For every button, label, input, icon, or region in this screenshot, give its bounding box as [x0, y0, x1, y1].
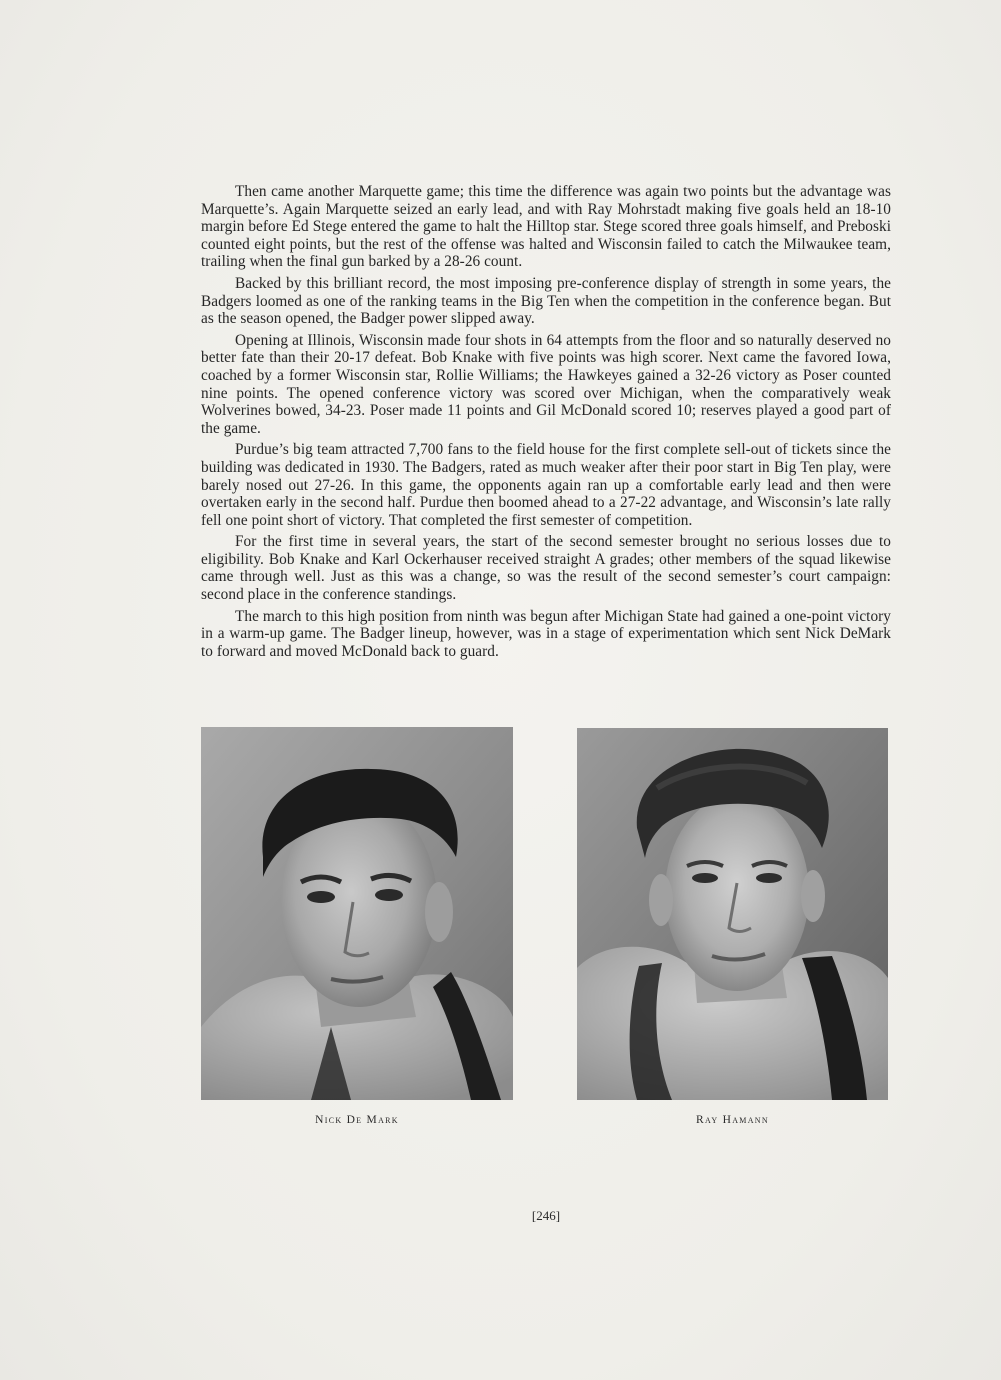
photo-caption-right: Ray Hamann	[696, 1114, 769, 1126]
paragraph-2: Backed by this brilliant record, the most imposing pre-conference display of strength in some years, the Badgers loomed as one of the ranking teams in the Big Ten when the competition in the conference began. But as the season opened, the Badger power slipped away.	[201, 274, 891, 328]
photo-caption-left: Nick De Mark	[315, 1114, 399, 1126]
paragraph-1: Then came another Marquette game; this time the difference was again two points but the advantage was Marquette’s. Again Marquette seized an early lead, and with Ray Mohrstadt making five goals held an 18-10 margin before Ed Stege entered the game to halt the Hilltop star. Stege scored three goals himself, and Preboski counted eight points, but the rest of the offense was halted and Wisconsin failed to catch the Milwaukee team, trailing when the final gun barked by a 28-26 count.	[201, 183, 891, 271]
paragraph-4: Purdue’s big team attracted 7,700 fans to the field house for the first complete sell-out of tickets since the building was dedicated in 1930. The Badgers, rated as much weaker after their poor start in Big Ten play, were barely nosed out 27-26. In this game, the opponents again ran up a comfortable early lead and then were overtaken early in the second half. Purdue then boomed ahead to a 27-22 advantage, and Wisconsin’s late rally fell one point short of victory. That completed the first semester of competition.	[201, 441, 891, 529]
portrait-illustration	[201, 727, 513, 1100]
paragraph-6: The march to this high position from ninth was begun after Michigan State had gained a one-point victory in a warm-up game. The Badger lineup, however, was in a stage of experimentation which sent Nick DeMark to forward and moved McDonald back to guard.	[201, 607, 891, 660]
portrait-illustration	[577, 728, 888, 1100]
paragraph-5: For the first time in several years, the start of the second semester brought no serious losses due to eligibility. Bob Knake and Karl Ockerhauser received straight A grades; other members of the squad likewise came through well. Just as this was a change, so was the result of the second semester’s court campaign: second place in the conference standings.	[201, 533, 891, 604]
paragraph-3: Opening at Illinois, Wisconsin made four shots in 64 attempts from the floor and so naturally deserved no better fate than their 20-17 defeat. Bob Knake with five points was high scorer. Next came the favored Iowa, coached by a former Wisconsin star, Rollie Williams; the Hawkeyes gained a 32-26 victory as Poser counted nine points. The opened conference victory was scored over Michigan, when the comparatively weak Wolverines bowed, 34-23. Poser made 11 points and Gil McDonald scored 10; reserves played a good part of the game.	[201, 331, 891, 437]
portrait-photo-nick-demark	[201, 727, 513, 1100]
page-number: [246]	[531, 1208, 561, 1223]
article-body	[201, 183, 891, 664]
portrait-photo-ray-hamann	[577, 728, 888, 1100]
